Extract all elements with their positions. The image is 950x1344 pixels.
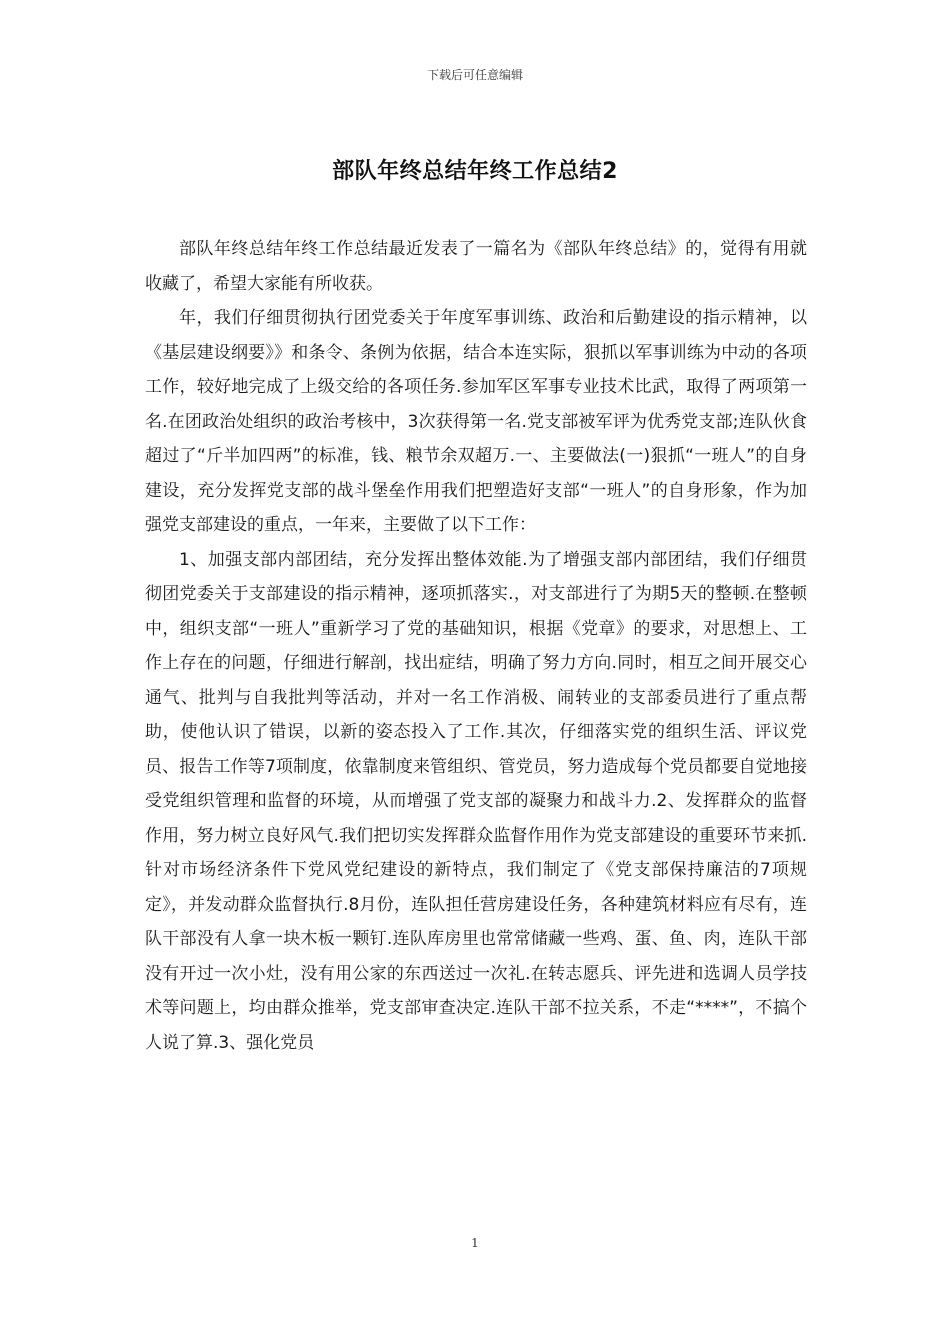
document-title: 部队年终总结年终工作总结2: [332, 159, 618, 184]
paragraph-intro: 部队年终总结年终工作总结最近发表了一篇名为《部队年终总结》的，觉得有用就收藏了，希望大家能有所收获。: [145, 239, 807, 294]
paragraph-overview: 年，我们仔细贯彻执行团党委关于年度军事训练、政治和后勤建设的指示精神，以《基层建设纲要》》和条令、条例为依据，结合本连实际，狠抓以军事训练为中动的各项工作，较好地完成了上级交给的各项任务.参加军区军事专业技术比武，取得了两项第一名.在团政治处组织的政治考核中，3次获得第一名.党支部被军评为优秀党支部;连队伙食超过了“斤半加四两”的标准，钱、粮节余双超万.一、主要做法(一)狠抓“一班人”的自身建设，充分发挥党支部的战斗堡垒作用我们把塑造好支部“一班人”的自身形象，作为加强党支部建设的重点，一年来，主要做了以下工作：: [145, 308, 807, 535]
page-number: 1: [471, 1236, 479, 1250]
paragraph-section-1: 1、加强支部内部团结，充分发挥出整体效能.为了增强支部内部团结，我们仔细贯彻团党委关于支部建设的指示精神，逐项抓落实.，对支部进行了为期5天的整顿.在整顿中，组织支部“一班人”重新学习了党的基础知识，根据《党章》的要求，对思想上、工作上存在的问题，仔细进行解剖，找出症结，明确了努力方向.同时，相互之间开展交心通气、批判与自我批判等活动，并对一名工作消极、闹转业的支部委员进行了重点帮助，使他认识了错误，以新的姿态投入了工作.其次，仔细落实党的组织生活、评议党员、报告工作等7项制度，依靠制度来管组织、管党员，努力造成每个党员都要自觉地接受党组织管理和监督的环境，从而增强了党支部的凝聚力和战斗力.2、发挥群众的监督作用，努力树立良好风气.我们把切实发挥群众监督作用作为党支部建设的重要环节来抓.针对市场经济条件下党风党纪建设的新特点，我们制定了《党支部保持廉洁的7项规定》，并发动群众监督执行.8月份，连队担任营房建设任务，各种建筑材料应有尽有，连队干部没有人拿一块木板一颗钉.连队库房里也常常储藏一些鸡、蛋、鱼、肉，连队干部没有开过一次小灶，没有用公家的东西送过一次礼.在转志愿兵、评先进和选调人员学技术等问题上，均由群众推举，党支部审查决定.连队干部不拉关系，不走“****”，不搞个人说了算.3、强化党员: [145, 549, 807, 1053]
document-body: [145, 232, 807, 1060]
page-header-note: 下载后可任意编辑: [426, 68, 523, 82]
